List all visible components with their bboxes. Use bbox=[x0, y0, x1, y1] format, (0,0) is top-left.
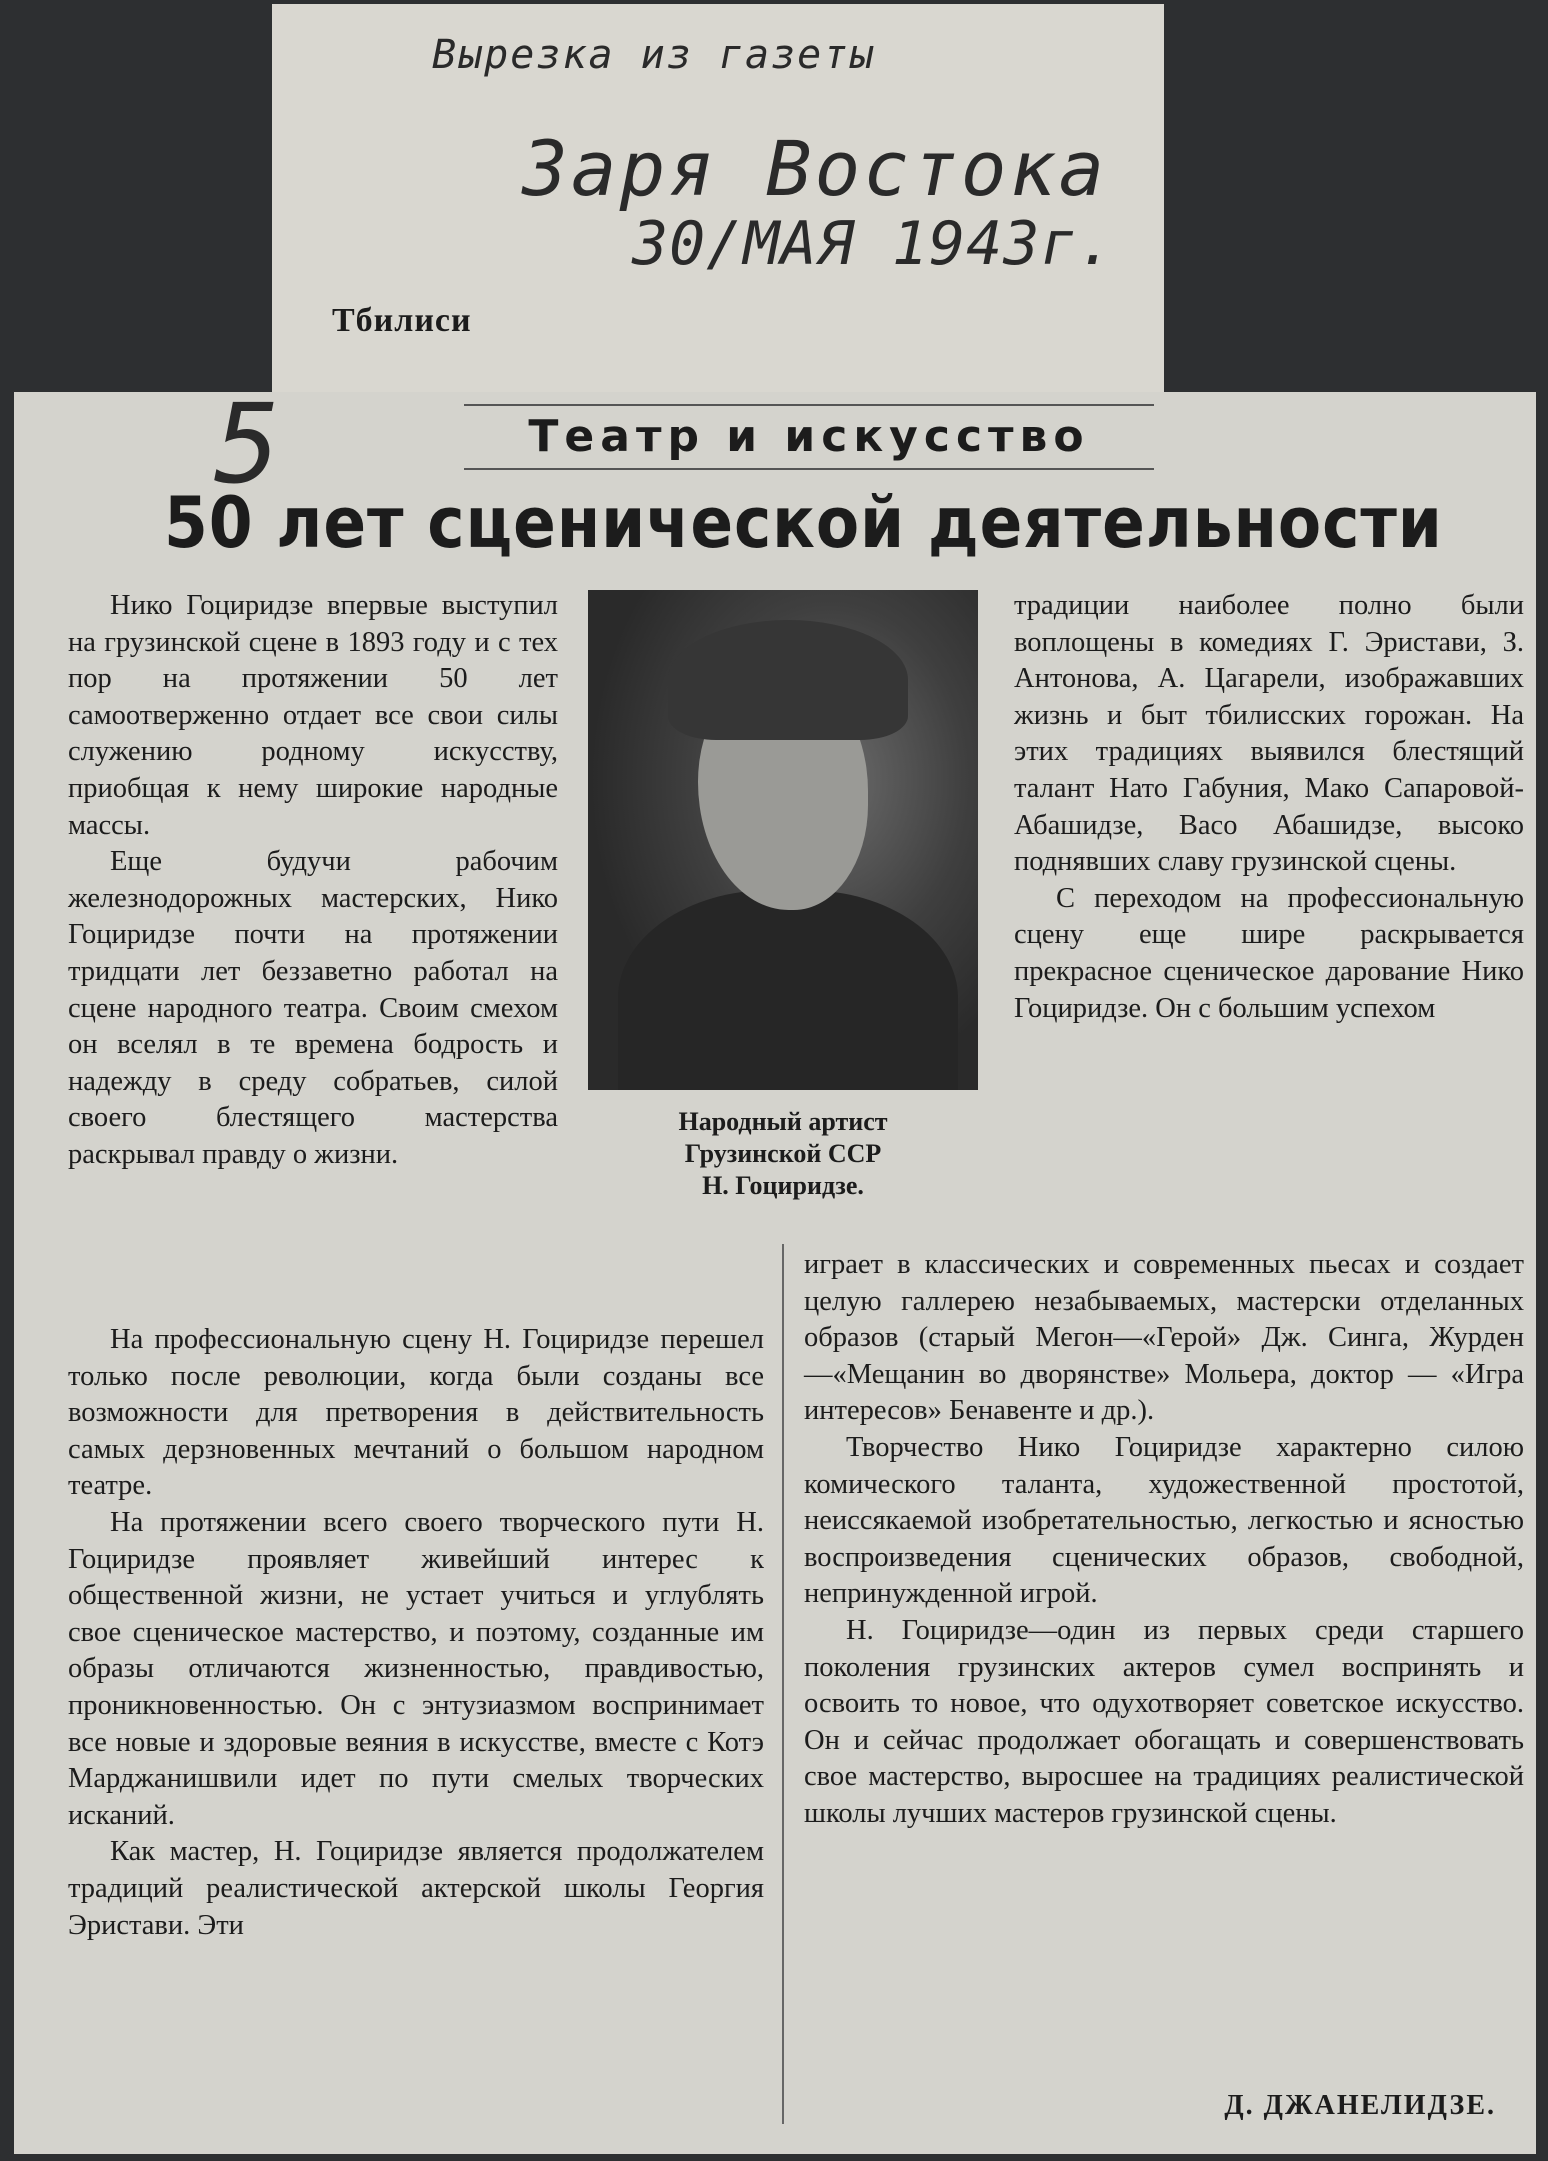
paragraph: На протяжении всего своего творческого пути Н. Гоциридзе проявляет живейший интерес к общественной жизни, не устает учиться и углублять свое сценическое мастерство, и поэтому, созданные им образы отличаются жизненностью, правдивостью, проникновенностью. Он с энтузиазмом воспринимает все новые и здоровые веяния в искусстве, вместе с Котэ Марджанишвили идет по пути смелых творческих исканий. bbox=[68, 1506, 764, 1831]
portrait-photo bbox=[588, 590, 978, 1090]
caption-line: Грузинской ССР bbox=[684, 1139, 882, 1168]
paragraph: Н. Гоциридзе—один из первых среди старшего поколения грузинских актеров сумел воспринять и освоить то новое, что одухотворяет советское искусство. Он и сейчас продолжает обогащать и совершенствовать свое мастерство, выросшее на традициях реалистической школы лучших мастеров грузинской сцены. bbox=[804, 1614, 1524, 1829]
label-date: 30/МАЯ 1943г. bbox=[632, 209, 1115, 279]
paragraph: Еще будучи рабочим железнодорожных мастерских, Нико Гоциридзе почти на протяжении тридцати лет беззаветно работал на сцене народного театра. Своим смехом он вселял в те времена бодрость и надежду в среду собратьев, силой своего блестящего мастерства раскрывал правду о жизни. bbox=[68, 846, 558, 1170]
column-divider bbox=[782, 1244, 784, 2124]
article-column-right-top bbox=[1014, 588, 1524, 1027]
paragraph: играет в классических и современных пьесах и создает целую галлерею незабываемых, мастерски отделанных образов (старый Мегон—«Герой» Дж. Синга, Журден —«Мещанин во дворянстве» Мольера, доктор — «Игра интересов» Бенавенте и др.). bbox=[804, 1249, 1524, 1427]
label-newspaper-name: Заря Востока bbox=[522, 124, 1108, 213]
article-column-left-bottom bbox=[68, 1322, 764, 1944]
clipping-label-card bbox=[272, 4, 1164, 396]
caption-line: Народный артист bbox=[678, 1107, 888, 1136]
caption-line: Н. Гоциридзе. bbox=[702, 1171, 864, 1200]
article-headline: 50 лет сценической деятельности bbox=[164, 482, 1443, 564]
paragraph: Как мастер, Н. Гоциридзе является продолжателем традиций реалистической актерской школы Георгия Эристави. Эти bbox=[68, 1836, 764, 1941]
label-clipping-from: Вырезка из газеты bbox=[432, 32, 876, 78]
label-city: Тбилиси bbox=[332, 302, 472, 339]
handwritten-mark: 5 bbox=[214, 380, 281, 508]
article-column-right-bottom bbox=[804, 1247, 1524, 1833]
paragraph: На профессиональную сцену Н. Гоциридзе перешел только после революции, когда были созданы все возможности для претворения в действительность самых дерзновенных мечтаний о большом народном театре. bbox=[68, 1324, 764, 1502]
photo-caption bbox=[588, 1106, 978, 1202]
paragraph: С переходом на профессиональную сцену еще шире раскрывается прекрасное сценическое дарование Нико Гоциридзе. Он с большим успехом bbox=[1014, 882, 1524, 1024]
paragraph: Нико Гоциридзе впервые выступил на грузинской сцене в 1893 году и с тех пор на протяжении 50 лет самоотверженно отдает все свои силы служению родному искусству, приобщая к нему широкие народные массы. bbox=[68, 590, 558, 841]
paragraph: традиции наиболее полно были воплощены в комедиях Г. Эристави, З. Антонова, А. Цагарели, изображавших жизнь и быт тбилисских горожан. На этих традициях выявился блестящий талант Нато Габуния, Мако Сапаровой-Абашидзе, Васо Абашидзе, высоко поднявших славу грузинской сцены. bbox=[1014, 590, 1524, 878]
newspaper-clipping bbox=[14, 380, 1536, 2154]
author-signature: Д. ДЖАНЕЛИДЗЕ. bbox=[1224, 2090, 1496, 2121]
article-column-left-top bbox=[68, 588, 558, 1174]
paragraph: Творчество Нико Гоциридзе характерно силою комического таланта, художественной простотой, неиссякаемой изобретательностью, легкостью и ясностью воспроизведения сценических образов, свободной, непринужденной игрой. bbox=[804, 1431, 1524, 1610]
section-heading: Театр и искусство bbox=[464, 404, 1154, 470]
